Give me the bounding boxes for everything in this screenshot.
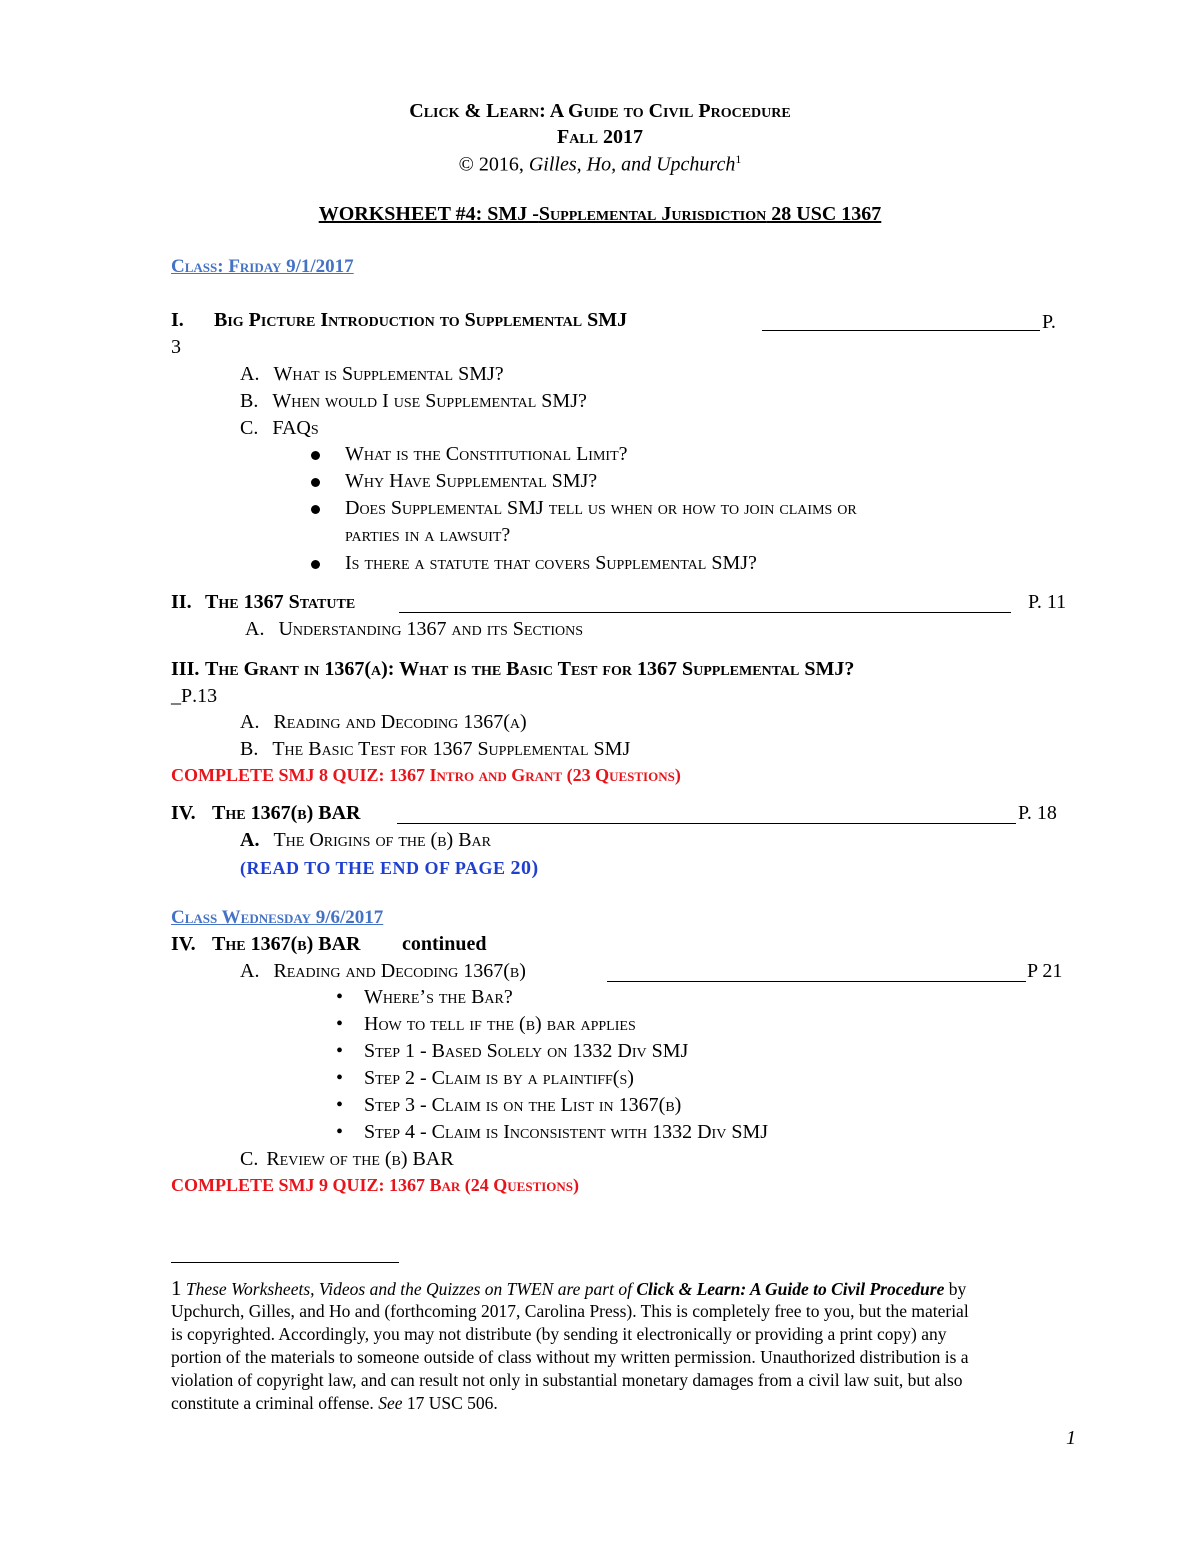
doc-term: Fall 2017 [556, 126, 643, 148]
footnote-line-1 [171, 1277, 966, 1301]
bullet-icon: • [336, 986, 344, 1008]
read-note-text: (READ TO THE END OF PAGE [240, 858, 511, 878]
item-text: Reading and Decoding 1367(b) [273, 960, 526, 982]
item-letter: B. [240, 390, 259, 412]
section-1-item-c [240, 417, 319, 440]
item-text: FAQs [272, 417, 319, 439]
item-text: When would I use Supplemental SMJ? [272, 390, 587, 412]
bullet-icon: • [336, 1067, 344, 1089]
footnote-ref: 1 [735, 152, 742, 166]
copyright-authors: Gilles, Ho, and Upchurch [528, 153, 736, 176]
section-4b-rule [607, 981, 1026, 982]
footnote-citation: 17 USC 506. [402, 1393, 498, 1413]
page-label: P [181, 685, 193, 707]
section-4b-number: IV. [171, 933, 196, 955]
footnote-text: constitute a criminal offense. [171, 1393, 379, 1413]
bullet-icon [311, 560, 320, 569]
section-4b-page: P 21 [1027, 960, 1063, 982]
worksheet-suffix: 28 USC 1367 [766, 203, 882, 225]
bullet-icon: • [336, 1013, 344, 1035]
section-3-number: III. [171, 658, 200, 680]
footnote-by: by [944, 1279, 967, 1299]
item-letter: A. [245, 618, 265, 640]
footnote-line: portion of the materials to someone outside of class without my written permission. Unauthorized distribution is a [171, 1347, 969, 1367]
bullet-icon [311, 451, 320, 460]
faq-item-continued: parties in a lawsuit? [345, 524, 511, 546]
class-heading-2: Class Wednesday 9/6/2017 [171, 907, 384, 928]
item-letter: C. [240, 417, 259, 439]
worksheet-prefix: WORKSHEET #4: SMJ - [318, 203, 539, 225]
bullet-icon: • [336, 1121, 344, 1143]
section-1-title: Big Picture Introduction to Supplemental SMJ [214, 309, 628, 331]
bar-bullet-item: Where’s the Bar? [364, 986, 513, 1008]
section-1-number: I. [171, 309, 184, 331]
section-2-page: P. 11 [1028, 591, 1067, 613]
section-3-title: The Grant in 1367(a): What is the Basic Test for 1367 Supplemental SMJ? [205, 658, 855, 680]
faq-item: What is the Constitutional Limit? [345, 443, 628, 465]
item-text: Understanding 1367 and its Sections [278, 618, 584, 640]
section-1-page-number: 3 [171, 336, 181, 358]
footnote-line: violation of copyright law, and can result not only in substantial monetary damages from a civil law suit, but also [171, 1370, 963, 1390]
section-4-title: The 1367(b) BAR [212, 802, 361, 824]
section-3-item-a [240, 711, 527, 734]
item-letter: A. [240, 829, 260, 851]
item-letter: C. [240, 1148, 259, 1170]
faq-item: Is there a statute that covers Supplemental SMJ? [345, 552, 757, 574]
footnote-intro: These Worksheets, Videos and the Quizzes on TWEN are part of [185, 1279, 637, 1299]
section-1-item-a [240, 363, 504, 386]
section-4b-item-a [240, 960, 526, 983]
bullet-icon [311, 478, 320, 487]
section-3-item-b [240, 738, 630, 761]
section-4-page: P. 18 [1018, 802, 1057, 824]
bar-bullet-item: How to tell if the (b) bar applies [364, 1013, 636, 1035]
faq-item: Why Have Supplemental SMJ? [345, 470, 598, 492]
page-number: 1 [1066, 1427, 1076, 1449]
bullet-icon: • [336, 1094, 344, 1116]
footnote-see: See [378, 1393, 403, 1413]
read-note [240, 857, 539, 880]
footnote-line: Upchurch, Gilles, and Ho and (forthcoming 2017, Carolina Press). This is completely free to you, but the material [171, 1301, 969, 1321]
faq-item: Does Supplemental SMJ tell us when or how to join claims or [345, 497, 857, 519]
bullet-icon [311, 505, 320, 514]
section-1-item-b [240, 390, 587, 413]
bar-bullet-item: Step 3 - Claim is on the List in 1367(b) [364, 1094, 682, 1116]
copyright-prefix: © 2016, [458, 153, 529, 176]
doc-copyright [0, 152, 1200, 177]
footnote-number: 1 [171, 1276, 182, 1300]
footnote-book-title: Click & Learn: A Guide to Civil Procedure [636, 1279, 945, 1299]
section-4b-title: The 1367(b) BAR [212, 933, 361, 955]
section-1-page-label: P. [1042, 311, 1056, 333]
section-4-number: IV. [171, 802, 196, 824]
item-text: What is Supplemental SMJ? [273, 363, 504, 385]
section-3-page [171, 685, 217, 708]
worksheet-subject: Supplemental Jurisdiction [538, 203, 767, 225]
item-text: Reading and Decoding 1367(a) [273, 711, 527, 733]
item-letter: A. [240, 960, 260, 982]
section-4b-continued: continued [402, 933, 487, 955]
section-2-title: The 1367 Statute [205, 591, 356, 613]
bar-bullet-item: Step 2 - Claim is by a plaintiff(s) [364, 1067, 634, 1089]
page-number: .13 [192, 685, 218, 707]
read-note-page: 20) [510, 857, 539, 879]
item-letter: A. [240, 363, 260, 385]
bar-bullet-item: Step 1 - Based Solely on 1332 Div SMJ [364, 1040, 689, 1062]
footnote-separator [171, 1262, 399, 1263]
page-dash: _ [171, 685, 181, 707]
section-2-rule [399, 612, 1011, 613]
section-1-rule [762, 330, 1040, 331]
bar-bullet-item: Step 4 - Claim is Inconsistent with 1332 Div SMJ [364, 1121, 769, 1143]
item-letter: B. [240, 738, 259, 760]
footnote-line: is copyrighted. Accordingly, you may not distribute (by sending it electronically or providing a print copy) any [171, 1324, 947, 1344]
section-4-rule [397, 823, 1016, 824]
bullet-icon: • [336, 1040, 344, 1062]
worksheet-title [0, 203, 1200, 226]
item-text: The Origins of the (b) Bar [273, 829, 492, 851]
doc-title: Click & Learn: A Guide to Civil Procedure [409, 100, 791, 122]
footnote-last-line [171, 1392, 498, 1415]
class-heading-1: Class: Friday 9/1/2017 [171, 256, 354, 277]
item-text: Review of the (b) BAR [266, 1148, 454, 1170]
section-4-item-a [240, 829, 491, 852]
item-text: The Basic Test for 1367 Supplemental SMJ [272, 738, 631, 760]
section-2-item-a [245, 618, 583, 641]
quiz-instruction-2: COMPLETE SMJ 9 QUIZ: 1367 Bar (24 Questions) [171, 1175, 580, 1195]
section-4b-item-c [240, 1148, 454, 1171]
section-2-number: II. [171, 591, 192, 613]
quiz-instruction-1: COMPLETE SMJ 8 QUIZ: 1367 Intro and Grant (23 Questions) [171, 765, 681, 785]
item-letter: A. [240, 711, 260, 733]
